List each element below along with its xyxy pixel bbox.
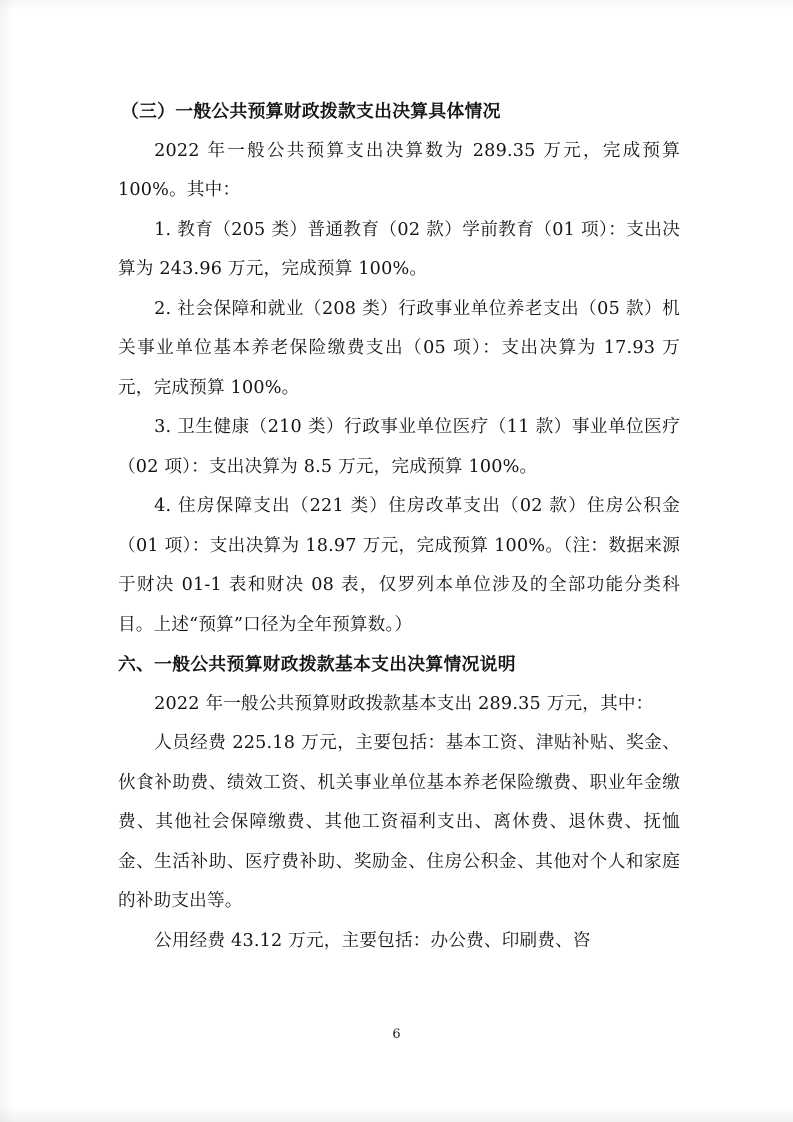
document-body bbox=[118, 92, 680, 961]
paragraph-item-housing: 4. 住房保障支出（221 类）住房改革支出（02 款）住房公积金（01 项）：支出决算为 18.97 万元，完成预算 100%。（注：数据来源于财决 01-1 表和财决 08 表，仅罗列本单位涉及的全部功能分类科目。上述“预算”口径为全年预算数。） bbox=[118, 496, 680, 635]
section-heading-3: （三）一般公共预算财政拨款支出决算具体情况 bbox=[121, 101, 501, 122]
section-heading-6: 六、一般公共预算财政拨款基本支出决算情况说明 bbox=[118, 654, 516, 675]
page-edge-shading-left bbox=[0, 0, 14, 1122]
paragraph-total-expenditure: 2022 年一般公共预算支出决算数为 289.35 万元，完成预算 100%。其中： bbox=[118, 140, 680, 200]
paragraph-personnel-expenses: 人员经费 225.18 万元，主要包括：基本工资、津贴补贴、奖金、伙食补助费、绩效工资、机关事业单位基本养老保险缴费、职业年金缴费、其他社会保障缴费、其他工资福利支出、离休费、退休费、抚恤金、生活补助、医疗费补助、奖励金、住房公积金、其他对个人和家庭的补助支出等。 bbox=[118, 733, 680, 911]
paragraph-item-health: 3. 卫生健康（210 类）行政事业单位医疗（11 款）事业单位医疗（02 项）：支出决算为 8.5 万元，完成预算 100%。 bbox=[118, 417, 680, 477]
page-edge-shading-top bbox=[0, 0, 793, 10]
paragraph-item-education: 1. 教育（205 类）普通教育（02 款）学前教育（01 项）：支出决算为 243.96 万元，完成预算 100%。 bbox=[118, 219, 680, 279]
page-number: 6 bbox=[392, 1027, 401, 1042]
paragraph-public-expenses: 公用经费 43.12 万元，主要包括：办公费、印刷费、咨 bbox=[154, 930, 591, 951]
paragraph-basic-expenditure-total: 2022 年一般公共预算财政拨款基本支出 289.35 万元，其中： bbox=[154, 693, 654, 714]
page-edge-shading-bottom bbox=[0, 1106, 793, 1122]
paragraph-item-social-security: 2. 社会保障和就业（208 类）行政事业单位养老支出（05 款）机关事业单位基本养老保险缴费支出（05 项）：支出决算为 17.93 万元，完成预算 100%。 bbox=[118, 298, 680, 398]
